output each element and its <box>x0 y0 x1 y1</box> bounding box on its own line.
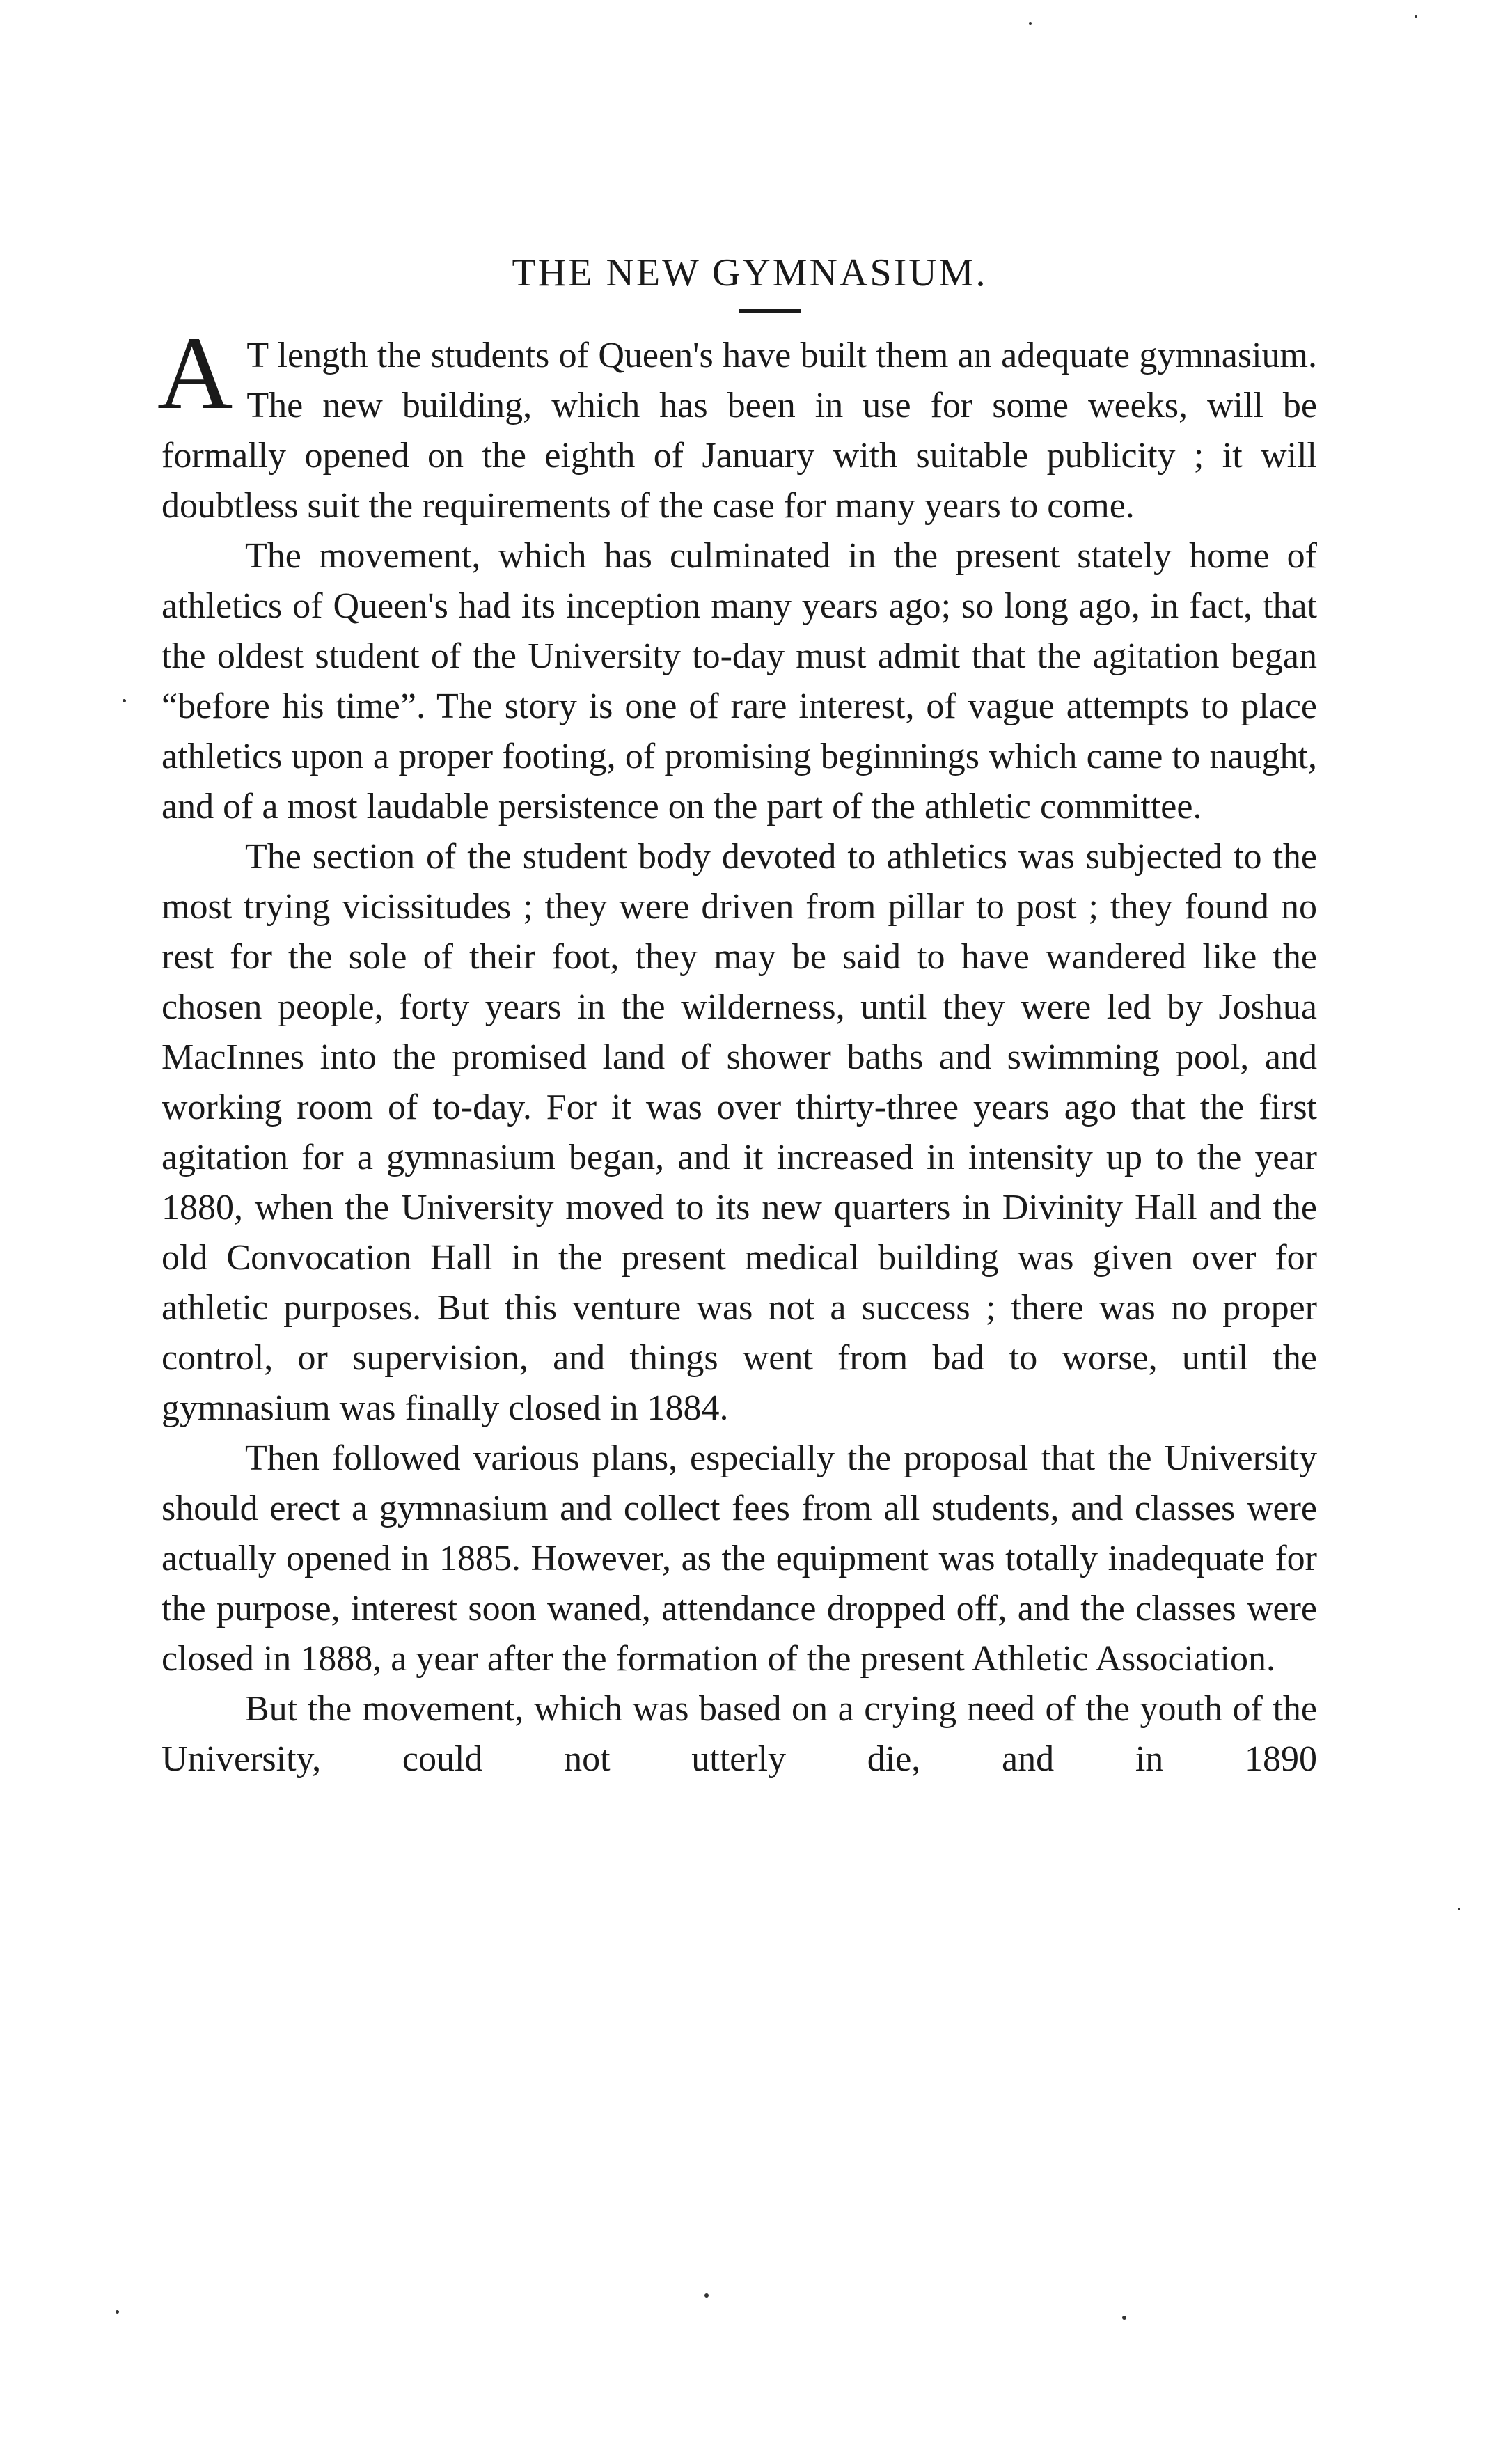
drop-cap: A <box>157 315 233 431</box>
paragraph-3: The section of the student body devoted to athletics was subjected to the most trying vicissitudes ; they were driven from pillar to post ; they found no rest for the sole of their foot, they may be said to have wandered like the chosen people, forty years in the wilderness, until they were led by Joshua MacInnes into the promised land of shower baths and swimming pool, and working room of to-day. For it was over thirty-three years ago that the first agitation for a gymnasium began, and it increased in intensity up to the year 1880, when the University moved to its new quarters in Divinity Hall and the old Convocation Hall in the present medical building was given over for athletic purposes. But this venture was not a success ; there was no proper control, or supervision, and things went from bad to worse, until the gymnasium was finally closed in 1884. <box>162 837 1317 1428</box>
paragraph-1-text: T length the students of Queen's have built them an adequate gymnasium. The new building, which has been in use for some weeks, will be formally opened on the eighth of January with suitable publicity ; it will doubtless suit the requirements of the case for many years to come. <box>162 336 1317 526</box>
title-rule <box>739 309 801 313</box>
paragraph-2: The movement, which has culminated in the present stately home of athletics of Queen's had its inception many years ago; so long ago, in fact, that the oldest student of the University to-day must admit that the agitation began “before his time”. The story is one of rare interest, of vague attempts to place athletics upon a proper footing, of promising beginnings which came to naught, and of a most laudable persistence on the part of the athletic committee. <box>162 536 1317 826</box>
article-title: THE NEW GYMNASIUM. <box>512 251 988 295</box>
paragraph-1 <box>157 315 1317 531</box>
paragraph-4: Then followed various plans, especially the proposal that the University should erect a gymnasium and collect fees from all students, and classes were actually opened in 1885. However, as the equipment was totally inadequate for the purpose, interest soon waned, attendance dropped off, and the classes were closed in 1888, a year after the formation of the present Athletic Association. <box>162 1438 1317 1679</box>
paragraph-5: But the movement, which was based on a crying need of the youth of the University, could not utterly die, and in 1890 <box>162 1689 1317 1779</box>
page-body <box>157 251 1317 1784</box>
